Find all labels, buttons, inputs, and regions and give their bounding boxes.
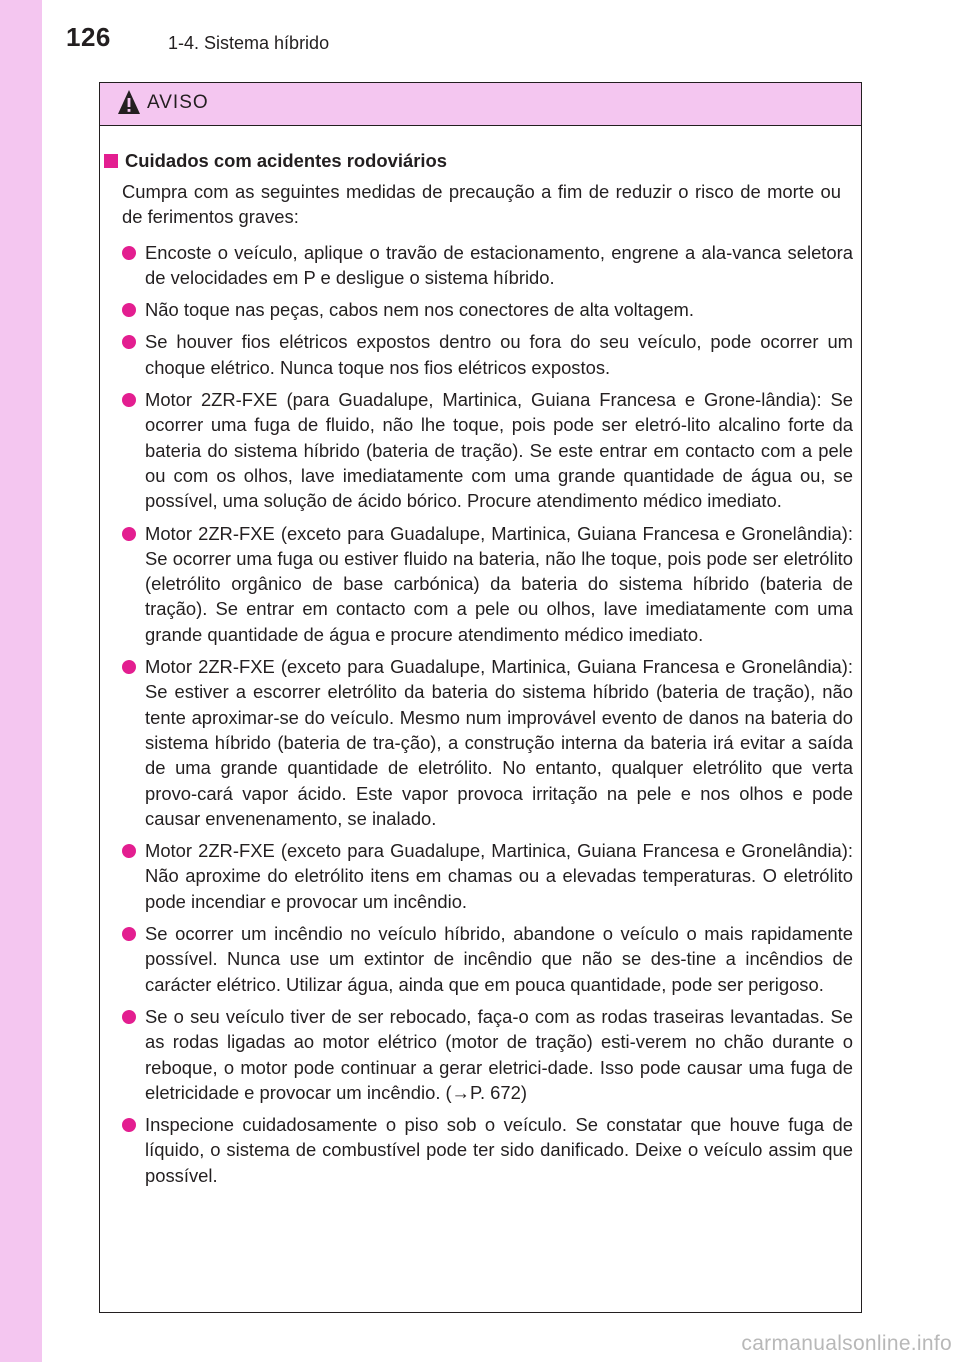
list-item xyxy=(122,387,853,513)
list-item xyxy=(122,329,853,380)
circle-bullet-icon xyxy=(122,660,136,674)
list-item xyxy=(122,297,853,322)
list-item xyxy=(122,521,853,647)
list-item-text: Motor 2ZR-FXE (para Guadalupe, Martinica, Guiana Francesa e Grone-lândia): Se ocorrer uma fuga de fluido, não lhe toque, pois pode ser eletró-lito alcalino forte da bateria do sistema híbrido (bateria de tração). Se este entrar em contacto com a pele ou com os olhos, lave imediatamente com uma grande quantidade de água ou, se possível, uma solução de ácido bórico. Procure atendimento médico imediato. xyxy=(145,389,853,512)
warning-box xyxy=(99,82,862,1313)
list-item xyxy=(122,921,853,997)
list-item-text: Motor 2ZR-FXE (exceto para Guadalupe, Martinica, Guiana Francesa e Gronelândia): Se estiver a escorrer eletrólito da bateria do sistema híbrido (bateria de tração), não tente aproximar-se do veículo. Mesmo num improvável evento de danos na bateria do sistema híbrido (bateria de tra-ção), a construção interna da bateria irá evitar a saída de uma grande quantidade de eletrólito. No entanto, qualquer eletrólito que verta provo-cará vapor ácido. Este vapor provoca irritação na pele e nos olhos e pode causar envenenamento, se inalado. xyxy=(145,656,853,829)
warning-heading xyxy=(104,148,853,173)
list-item-text: Encoste o veículo, aplique o travão de estacionamento, engrene a ala-vanca seletora de velocidades em P e desligue o sistema híbrido. xyxy=(145,241,853,288)
list-item-text: Se ocorrer um incêndio no veículo híbrido, abandone o veículo o mais rapidamente possível. Nunca use um extintor de incêndio que não se des-tine a incêndios de carácter elétrico. Utilizar água, ainda que em pouca quantidade, pode ser perigoso. xyxy=(145,923,853,995)
circle-bullet-icon xyxy=(122,393,136,407)
list-item xyxy=(122,838,853,914)
list-item xyxy=(122,1004,853,1105)
circle-bullet-icon xyxy=(122,303,136,317)
circle-bullet-icon xyxy=(122,246,136,260)
warning-body xyxy=(100,126,861,1188)
circle-bullet-icon xyxy=(122,335,136,349)
list-item xyxy=(122,240,853,291)
precaution-list xyxy=(104,240,853,1188)
circle-bullet-icon xyxy=(122,1118,136,1132)
list-item-text: Se houver fios elétricos expostos dentro ou fora do seu veículo, pode ocorrer um choque elétrico. Nunca toque nos fios elétricos expostos. xyxy=(145,331,853,378)
list-item-text: Inspecione cuidadosamente o piso sob o veículo. Se constatar que houve fuga de líquido, o sistema de combustível pode ter sido danificado. Deixe o veículo assim que possível. xyxy=(145,1114,853,1186)
section-title: 1-4. Sistema híbrido xyxy=(168,33,330,53)
watermark: carmanualsonline.info xyxy=(741,1332,952,1355)
list-item xyxy=(122,1112,853,1188)
warning-heading-text: Cuidados com acidentes rodoviários xyxy=(125,150,447,171)
circle-bullet-icon xyxy=(122,1010,136,1024)
list-item-text: Não toque nas peças, cabos nem nos conectores de alta voltagem. xyxy=(145,299,694,321)
warning-intro: Cumpra com as seguintes medidas de precaução a fim de reduzir o risco de morte ou de ferimentos graves: xyxy=(122,181,841,228)
warning-label: AVISO xyxy=(147,92,209,113)
circle-bullet-icon xyxy=(122,844,136,858)
warning-header xyxy=(100,83,861,126)
square-bullet-icon xyxy=(104,154,118,168)
list-item xyxy=(122,654,853,831)
page-number: 126 xyxy=(66,22,111,52)
list-item-text: Motor 2ZR-FXE (exceto para Guadalupe, Martinica, Guiana Francesa e Gronelândia): Não aproxime do eletrólito itens em chamas ou a elevadas temperaturas. O eletrólito pode incendiar e provocar um incêndio. xyxy=(145,840,853,912)
circle-bullet-icon xyxy=(122,527,136,541)
list-item-text: Motor 2ZR-FXE (exceto para Guadalupe, Martinica, Guiana Francesa e Gronelândia): Se ocorrer uma fuga ou estiver fluido na bateria, não lhe toque, pois pode ser eletrólito (eletrólito orgânico de base carbónica) da bateria do sistema híbrido (bateria de tração). Se entrar em contacto com a pele ou olhos, lave imediatamente com uma grande quantidade de água e procure atendimento médico imediato. xyxy=(145,522,853,645)
circle-bullet-icon xyxy=(122,927,136,941)
list-item-text: Se o seu veículo tiver de ser rebocado, faça-o com as rodas traseiras levantadas. Se as rodas ligadas ao motor elétrico (motor de tração) esti-verem no chão durante o reboque, o motor pode continuar a gerar eletrici-dade. Isso pode causar uma fuga de eletricidade e provocar um incêndio. (→P. 672) xyxy=(145,1005,853,1103)
warning-triangle-icon xyxy=(116,87,142,122)
left-margin-strip xyxy=(0,0,42,1362)
